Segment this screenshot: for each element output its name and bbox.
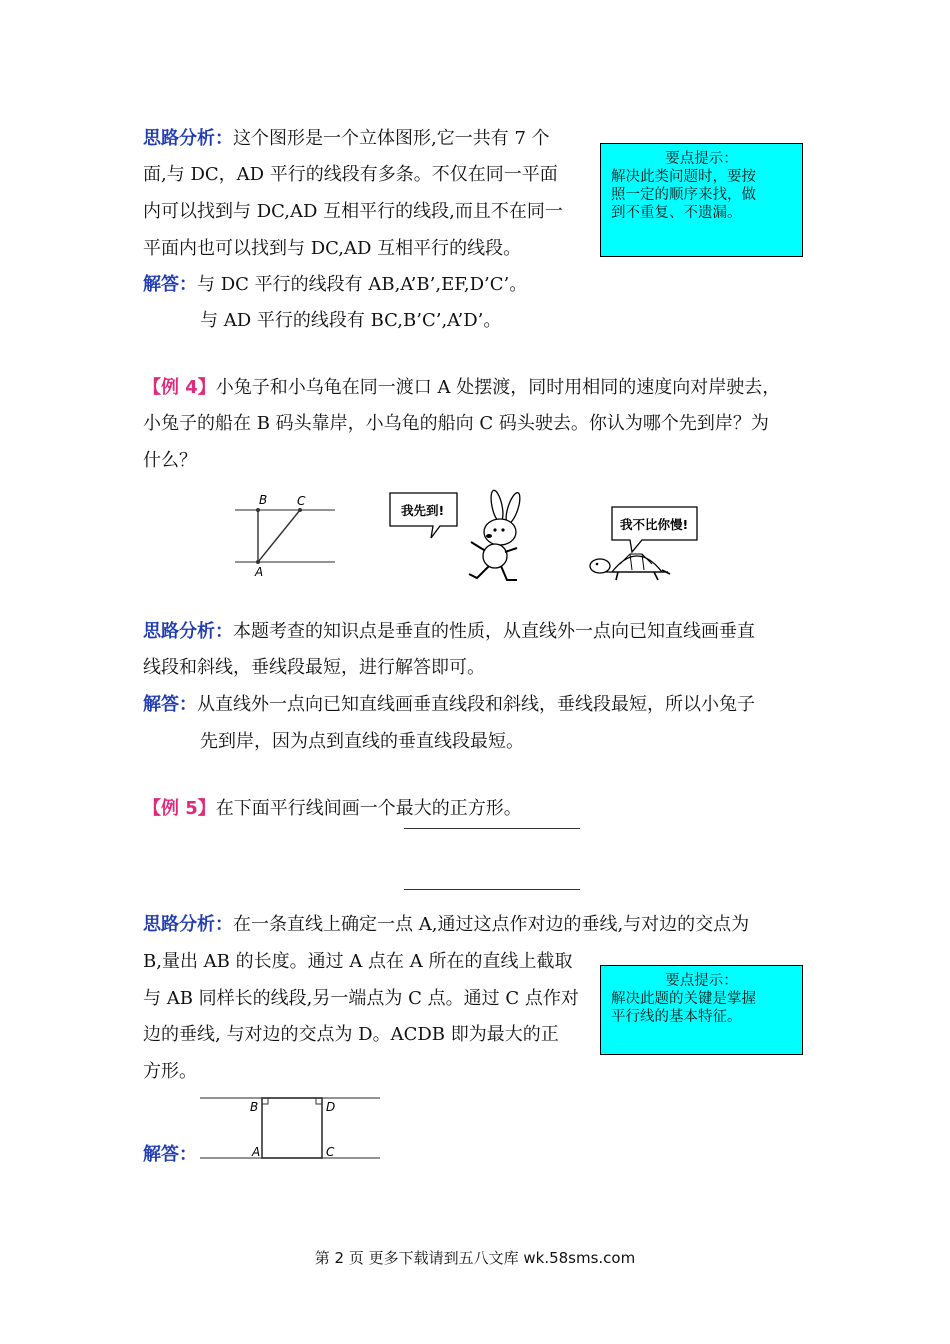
example5-line-1: 【例 5】在下面平行线间画一个最大的正方形。 (143, 798, 522, 819)
example-label: 【例 4】 (143, 377, 216, 398)
point-label-b: B (259, 493, 268, 507)
square-label-c: C (326, 1145, 335, 1159)
example5-analysis-line-1: 思路分析：在一条直线上确定一点 A,通过这点作对边的垂线,与对边的交点为 (143, 914, 750, 935)
answer-label: 解答： (143, 274, 197, 295)
example5-answer-label: 解答： (143, 1144, 197, 1165)
tip-line: 到不重复、不遗漏。 (611, 205, 742, 221)
analysis-label: 思路分析： (143, 914, 233, 935)
turtle-speech: 我不比你慢! (620, 517, 689, 532)
tip-title: 要点提示： (665, 151, 738, 167)
square-label-b: B (250, 1100, 259, 1114)
tip-box-1 (600, 143, 803, 257)
example4-line-2: 小兔子的船在 B 码头靠岸，小乌龟的船向 C 码头驶去。你认为哪个先到岸？为 (143, 413, 769, 434)
tip-line: 解决此题的关键是掌握 (611, 991, 756, 1007)
example-label: 【例 5】 (143, 798, 216, 819)
section1-analysis-line-2: 面,与 DC，AD 平行的线段有多条。不仅在同一平面 (143, 164, 558, 185)
tip-line: 平行线的基本特征。 (611, 1009, 742, 1025)
example5-analysis-line-2: B,量出 AB 的长度。通过 A 点在 A 所在的直线上截取 (143, 951, 573, 972)
tip-title: 要点提示： (665, 973, 738, 989)
section1-answer-line-1: 解答：与 DC 平行的线段有 AB,A’B’,EF,D’C’。 (143, 274, 528, 295)
point-label-a: A (255, 565, 264, 579)
example5-analysis-line-4: 边的垂线, 与对边的交点为 D。ACDB 即为最大的正 (143, 1024, 559, 1045)
section1-analysis-line-4: 平面内也可以找到与 DC,AD 互相平行的线段。 (143, 238, 522, 259)
square-label-d: D (326, 1100, 336, 1114)
point-label-c: C (297, 494, 306, 508)
ferry-diagram (230, 490, 340, 580)
example5-analysis-line-5: 方形。 (143, 1061, 197, 1082)
example4-analysis-line-1: 思路分析：本题考查的知识点是垂直的性质，从直线外一点向已知直线画垂直 (143, 621, 755, 642)
parallel-line-bottom (404, 889, 580, 890)
example4-line-1: 【例 4】小兔子和小乌龟在同一渡口 A 处摆渡，同时用相同的速度向对岸驶去， (143, 377, 781, 398)
section1-analysis-line-3: 内可以找到与 DC,AD 互相平行的线段,而且不在同一 (143, 201, 563, 222)
example4-answer-line-2: 先到岸，因为点到直线的垂直线段最短。 (200, 731, 524, 752)
rabbit-speech: 我先到! (401, 503, 445, 518)
answer-label: 解答： (143, 694, 197, 715)
rabbit-illustration (385, 488, 535, 588)
example4-analysis-line-2: 线段和斜线，垂线段最短，进行解答即可。 (143, 657, 485, 678)
turtle-illustration (582, 502, 702, 592)
square-diagram (198, 1090, 382, 1165)
section1-answer-line-2: 与 AD 平行的线段有 BC,B’C’,A’D’。 (200, 310, 502, 331)
tip-line: 解决此类问题时，要按 (611, 169, 756, 185)
parallel-line-top (404, 828, 580, 829)
example5-analysis-line-3: 与 AB 同样长的线段,另一端点为 C 点。通过 C 点作对 (143, 988, 579, 1009)
example4-answer-line-1: 解答：从直线外一点向已知直线画垂直线段和斜线，垂线段最短，所以小兔子 (143, 694, 755, 715)
tip-box-2 (600, 965, 803, 1055)
analysis-label: 思路分析： (143, 128, 233, 149)
example4-line-3: 什么？ (143, 450, 197, 471)
analysis-label: 思路分析： (143, 621, 233, 642)
section1-analysis-line-1: 思路分析：这个图形是一个立体图形,它一共有 7 个 (143, 128, 550, 149)
page-footer: 第 2 页 更多下载请到五八文库 wk.58sms.com (314, 1249, 636, 1267)
tip-line: 照一定的顺序来找，做 (611, 187, 756, 203)
square-label-a: A (252, 1145, 261, 1159)
